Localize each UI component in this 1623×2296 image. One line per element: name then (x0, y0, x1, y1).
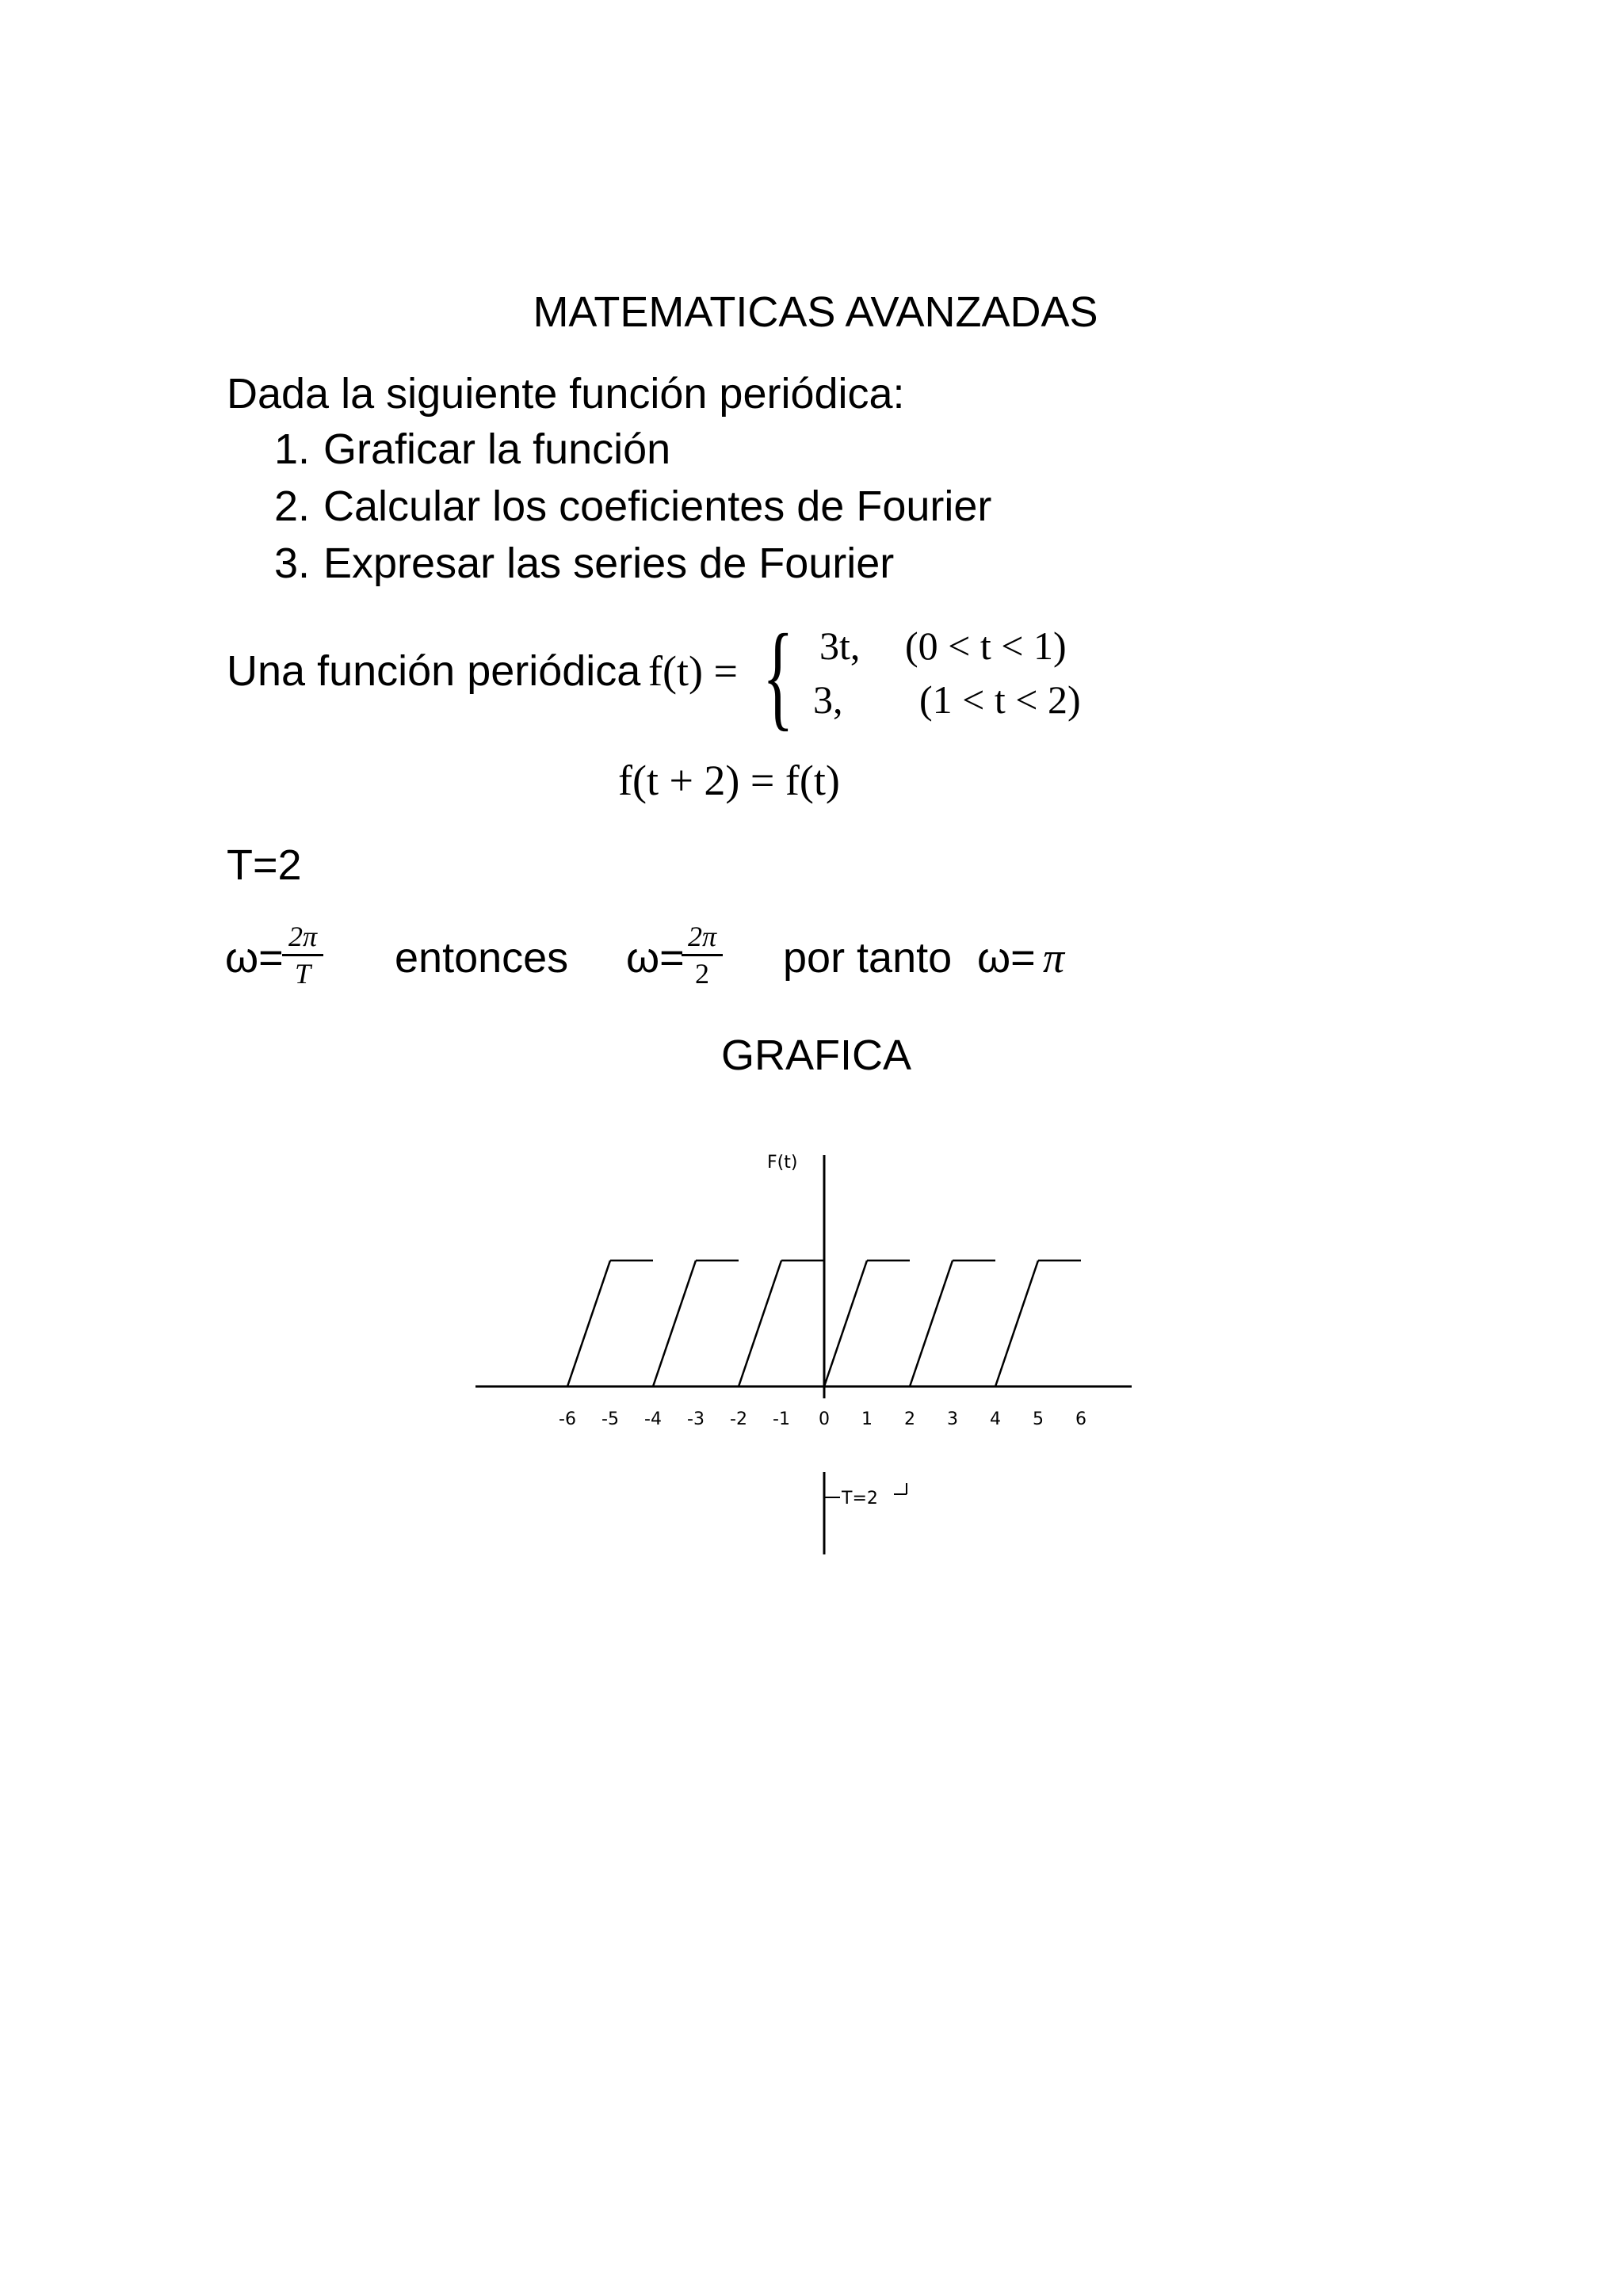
fraction-numerator: 2π (687, 921, 717, 952)
definition-label: Una función periódica (227, 647, 641, 695)
task-number: 2. (274, 482, 311, 530)
por-tanto-text: por tanto (783, 934, 953, 982)
periodicity-equation: f(t + 2) = f(t) (618, 757, 840, 804)
x-tick-labels (559, 1409, 1086, 1429)
x-tick-label: 1 (861, 1409, 873, 1429)
period-value: T=2 (227, 841, 302, 889)
omega-label-3: ω= (977, 934, 1036, 982)
ramp-segment (995, 1261, 1038, 1386)
x-tick-label: -5 (601, 1409, 619, 1429)
task-number: 1. (274, 425, 311, 473)
x-tick-label: -1 (773, 1409, 790, 1429)
period-marker (824, 1472, 907, 1554)
period-label: T=2 (842, 1489, 878, 1508)
case2-condition: (1 < t < 2) (919, 677, 1081, 722)
piecewise-brace: { (762, 610, 794, 742)
y-axis-label: F(t) (767, 1153, 798, 1173)
fraction-denominator: 2 (695, 958, 709, 990)
entonces-text: entonces (395, 934, 569, 982)
case1-expression: 3t, (819, 624, 861, 668)
definition-lhs: f(t) = (648, 647, 738, 695)
intro-text: Dada la siguiente función periódica: (227, 370, 905, 418)
case1-condition: (0 < t < 1) (905, 624, 1067, 668)
x-tick-label: 5 (1033, 1409, 1044, 1429)
page-title-text: MATEMATICAS AVANZADAS (533, 288, 1098, 336)
task-text: Calcular los coeficientes de Fourier (323, 482, 992, 530)
fraction-numerator: 2π (288, 921, 318, 952)
task-text: Expresar las series de Fourier (323, 540, 895, 587)
x-tick-label: -6 (559, 1409, 576, 1429)
task-text: Graficar la función (323, 425, 671, 473)
x-tick-label: 0 (819, 1409, 830, 1429)
ramp-segment (824, 1261, 867, 1386)
fraction-denominator: T (294, 958, 311, 990)
omega-label-1: ω= (225, 934, 284, 982)
graph-heading: GRAFICA (721, 1032, 912, 1079)
omega-value: π (1043, 934, 1065, 982)
ramp-segment (910, 1261, 953, 1386)
ramp-segment (739, 1261, 781, 1386)
x-tick-label: 2 (904, 1409, 915, 1429)
x-tick-label: 3 (947, 1409, 958, 1429)
omega-label-2: ω= (626, 934, 685, 982)
task-number: 3. (274, 540, 311, 587)
x-tick-label: -3 (687, 1409, 705, 1429)
x-tick-label: -4 (644, 1409, 662, 1429)
x-tick-label: -2 (730, 1409, 747, 1429)
ramp-segment (567, 1261, 610, 1386)
x-tick-label: 4 (990, 1409, 1001, 1429)
case2-expression: 3, (813, 677, 843, 722)
x-tick-label: 6 (1075, 1409, 1086, 1429)
ramp-segment (653, 1261, 696, 1386)
